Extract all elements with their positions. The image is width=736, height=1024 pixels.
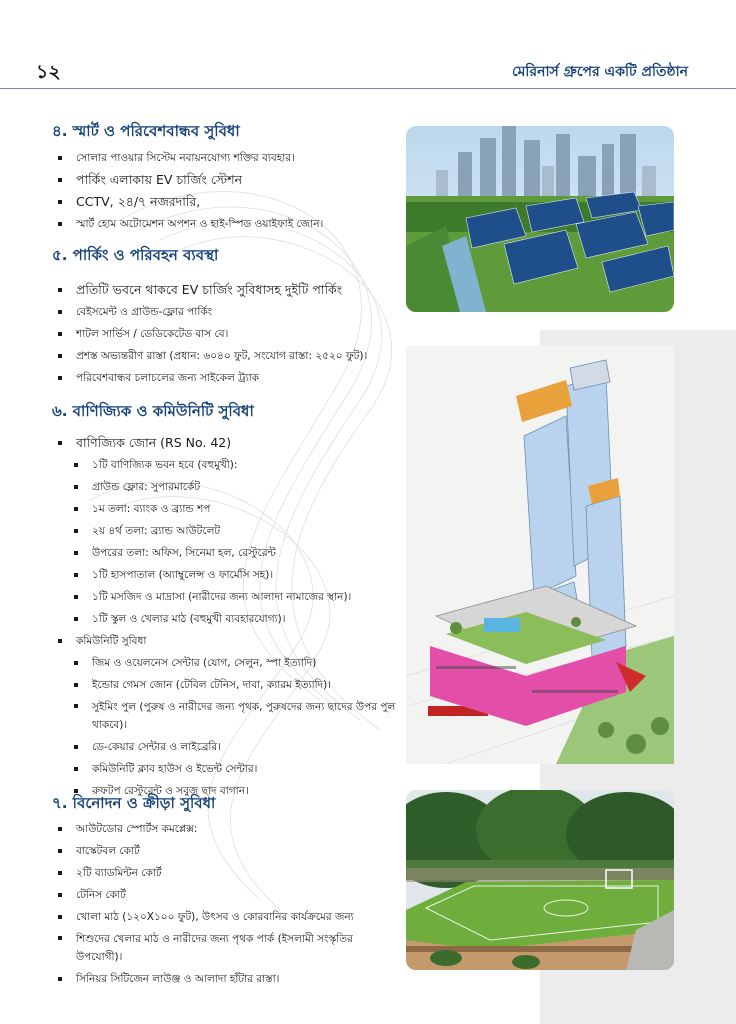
- list-item: ১ম তলা: ব্যাংক ও ব্র্যান্ড শপ: [56, 498, 406, 520]
- list-item: ১টি বাণিজ্যিক ভবন হবে (বহুমুখী):: [56, 454, 406, 476]
- list-item: কমিউনিটি ক্লাব হাউস ও ইভেন্ট সেন্টার।: [56, 758, 406, 780]
- list-item: সিনিয়র সিটিজেন লাউঞ্জ ও আলাদা হাঁটার রাস্তা।: [56, 968, 401, 990]
- section-title-smart: ৪. স্মার্ট ও পরিবেশবান্ধব সুবিধা: [52, 122, 240, 140]
- list-item: গ্রাউন্ড ফ্লোর: সুপারমার্কেট: [56, 476, 406, 498]
- page-number: ১২: [36, 61, 61, 83]
- list-sports: [56, 818, 401, 990]
- list-item: রুফটপ রেস্টুরেন্ট ও সবুজ ছাদ বাগান।: [56, 780, 406, 802]
- list-item: আউটডোর স্পোর্টস কমপ্লেক্স:: [56, 818, 401, 840]
- list-item: ডে-কেয়ার সেন্টার ও লাইব্রেরি।: [56, 736, 406, 758]
- list-item: CCTV, ২৪/৭ নজরদারি,: [56, 191, 323, 213]
- list-item: স্মার্ট হোম অটোমেশন অপশন ও হাই-স্পিড ওয়াইফাই জোন।: [56, 213, 323, 235]
- list-item: শিশুদের খেলার মাঠ ও নারীদের জন্য পৃথক পার্ক (ইসলামী সংস্কৃতির উপযোগী)।: [56, 928, 401, 968]
- list-item: উপরের তলা: অফিস, সিনেমা হল, রেস্টুরেন্ট: [56, 542, 406, 564]
- list-parking: [56, 279, 367, 389]
- list-item-zone: বাণিজ্যিক জোন (RS No. 42): [56, 432, 406, 454]
- list-item: ২য় ৪র্থ তলা: ব্র্যান্ড আউটলেট: [56, 520, 406, 542]
- solar-farm-image: [406, 126, 674, 312]
- list-item: পার্কিং এলাকায় EV চার্জিং স্টেশন: [56, 169, 323, 191]
- list-item: বাস্কেটবল কোর্ট: [56, 840, 401, 862]
- list-item: ১টি মসজিদ ও মাদ্রাসা (নারীদের জন্য আলাদা নামাজের স্থান)।: [56, 586, 406, 608]
- section-title-sports: ৭. বিনোদন ও ক্রীড়া সুবিধা: [52, 794, 216, 812]
- list-item: সুইমিং পুল (পুরুষ ও নারীদের জন্য পৃথক, পুরুষদের জন্য ছাদের উপর পুল থাকবে)।: [56, 696, 406, 736]
- list-item: জিম ও ওয়েলনেস সেন্টার (যোগ, সেলুন, স্পা ইত্যাদি): [56, 652, 406, 674]
- list-item: ১টি হাসপাতাল (অ্যাম্বুলেন্স ও ফার্মেসি সহ)।: [56, 564, 406, 586]
- list-item: প্রশস্ত অভ্যন্তরীণ রাস্তা (প্রধান: ৬০৪০ ফুট, সংযোগ রাস্তা: ২৫২০ ফুট)।: [56, 345, 367, 367]
- section-title-parking: ৫. পার্কিং ও পরিবহন ব্যবস্থা: [52, 246, 219, 264]
- commercial-tower-image: [406, 346, 674, 764]
- list-commercial: [56, 432, 406, 802]
- list-item: সোলার পাওয়ার সিস্টেম নবায়নযোগ্য শক্তির ব্যবহার।: [56, 147, 323, 169]
- list-item: ১টি স্কুল ও খেলার মাঠ (বহুমুখী ব্যবহারযোগ্য)।: [56, 608, 406, 630]
- header-divider: [0, 88, 736, 89]
- publisher-label: মেরিনার্স গ্রুপের একটি প্রতিষ্ঠান: [511, 64, 688, 80]
- football-field-image: [406, 790, 674, 970]
- section-title-commercial: ৬. বাণিজ্যিক ও কমিউনিটি সুবিধা: [52, 402, 254, 420]
- list-item-community: কমিউনিটি সুবিধা: [56, 630, 406, 652]
- list-item: টেনিস কোর্ট: [56, 884, 401, 906]
- list-item: বেইসমেন্ট ও গ্রাউন্ড-ফ্লোর পার্কিং: [56, 301, 367, 323]
- list-item: ২টি ব্যাডমিন্টন কোর্ট: [56, 862, 401, 884]
- list-item: ইন্ডোর গেমস জোন (টেবিল টেনিস, দাবা, ক্যারম ইত্যাদি)।: [56, 674, 406, 696]
- list-item: পরিবেশবান্ধব চলাচলের জন্য সাইকেল ট্র্যাক: [56, 367, 367, 389]
- list-smart: [56, 147, 323, 235]
- list-item: শাটল সার্ভিস / ডেডিকেটেড বাস বে।: [56, 323, 367, 345]
- list-item: প্রতিটি ভবনে থাকবে EV চার্জিং সুবিধাসহ দুইটি পার্কিং: [56, 279, 367, 301]
- list-item: খোলা মাঠ (১২০X১০০ ফুট), উৎসব ও কোরবানির কার্যক্রমের জন্য: [56, 906, 401, 928]
